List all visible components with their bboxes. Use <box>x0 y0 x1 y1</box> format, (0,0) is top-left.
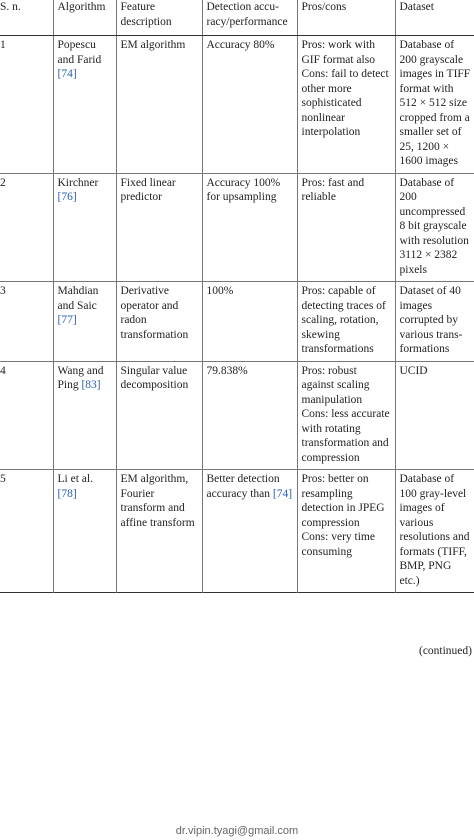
cell-pros-cons <box>297 361 395 470</box>
cell-algorithm <box>53 36 116 174</box>
cell-pros-cons <box>297 173 395 282</box>
row-number: 1 <box>0 39 6 51</box>
feature-text: Singular value decomposition <box>120 364 189 391</box>
dataset-text: Database of 200 uncompressed 8 bit grayscale with resolution 3112 × 2382 pixels <box>399 176 469 276</box>
cell-pros-cons <box>297 282 395 362</box>
footer-email: dr.vipin.tyagi@gmail.com <box>175 825 299 837</box>
cell-sn <box>0 470 53 593</box>
algorithm-name: Popescu and Farid <box>57 39 102 66</box>
algorithm-name: Wang and Ping <box>57 364 104 391</box>
pros-text: Pros: fast and reliable <box>301 176 365 203</box>
table-row <box>0 361 474 470</box>
cell-detection-accuracy <box>202 173 297 282</box>
accuracy-text: Better detection accuracy than <box>206 473 280 500</box>
header-algorithm: Algorithm <box>53 0 116 36</box>
feature-text: EM algorithm <box>120 39 186 51</box>
cell-algorithm <box>53 173 116 282</box>
row-number: 5 <box>0 473 6 485</box>
feature-text: Derivative operator and radon transformation <box>120 285 189 341</box>
reference-link: [83] <box>81 379 101 391</box>
cell-dataset <box>395 36 474 174</box>
reference-link: [74] <box>272 487 293 500</box>
cell-sn <box>0 361 53 470</box>
cell-detection-accuracy <box>202 282 297 362</box>
header-row <box>0 0 474 36</box>
table-header <box>0 0 474 36</box>
algorithm-name: Li et al. <box>57 473 93 485</box>
cell-dataset <box>395 470 474 593</box>
header-feature-description: Feature description <box>116 0 202 36</box>
cell-sn <box>0 282 53 362</box>
table-row <box>0 282 474 362</box>
cons-text: Cons: fail to detect other more sophisticated nonlinear interpolation <box>301 68 389 138</box>
accuracy-text: 100% <box>206 285 234 297</box>
table-row <box>0 36 474 174</box>
cell-sn <box>0 36 53 174</box>
reference-link: [76] <box>57 191 77 203</box>
cell-sn <box>0 173 53 282</box>
header-dataset: Dataset <box>395 0 474 36</box>
header-pros-cons: Pros/cons <box>297 0 395 36</box>
table-row <box>0 173 474 282</box>
cell-feature-description <box>116 173 202 282</box>
cell-feature-description <box>116 361 202 470</box>
table-row <box>0 470 474 593</box>
cell-algorithm <box>53 470 116 593</box>
cell-detection-accuracy <box>202 470 297 593</box>
cons-text: Cons: very time consuming <box>301 531 375 558</box>
cell-algorithm <box>53 361 116 470</box>
cell-detection-accuracy <box>202 36 297 174</box>
cell-pros-cons <box>297 36 395 174</box>
dataset-text: Dataset of 40 images corrupted by various trans-formations <box>399 285 463 355</box>
cell-dataset <box>395 361 474 470</box>
feature-text: Fixed linear predictor <box>120 176 176 203</box>
cell-detection-accuracy <box>202 361 297 470</box>
algorithm-name: Kirchner <box>57 176 99 189</box>
header-detection-accuracy: Detection accu-racy/performance <box>202 0 297 36</box>
pros-text: Pros: better on resampling detection in JPEG compression <box>301 473 385 529</box>
row-number: 2 <box>0 176 6 189</box>
cell-dataset <box>395 173 474 282</box>
accuracy-text: Accuracy 80% <box>206 39 275 51</box>
dataset-text: Database of 200 grayscale images in TIFF format with 512 × 512 size cropped from a smaller set of 25, 1200 × 1600 images <box>399 39 471 167</box>
reference-link: [78] <box>57 487 77 500</box>
cell-algorithm <box>53 282 116 362</box>
accuracy-text: Accuracy 100% for upsampling <box>206 176 281 203</box>
dataset-text: UCID <box>399 364 428 377</box>
pros-text: Pros: robust against scaling manipulation <box>301 364 370 406</box>
cell-feature-description <box>116 36 202 174</box>
row-number: 3 <box>0 285 6 297</box>
cell-dataset <box>395 282 474 362</box>
dataset-text: Database of 100 gray-level images of various resolutions and formats (TIFF, BMP, PNG etc.) <box>399 473 470 587</box>
algorithm-name: Mahdian and Saic <box>57 285 99 312</box>
cell-pros-cons <box>297 470 395 593</box>
accuracy-text: 79.838% <box>206 364 248 377</box>
pros-text: Pros: work with GIF format also <box>301 39 375 66</box>
cell-feature-description <box>116 470 202 593</box>
row-number: 4 <box>0 364 6 377</box>
continued-label: (continued) <box>418 645 472 657</box>
pros-text: Pros: capable of detecting traces of scaling, rotation, skewing transformations <box>301 285 386 355</box>
table-body <box>0 36 474 593</box>
header-sn: S. n. <box>0 0 53 36</box>
cell-feature-description <box>116 282 202 362</box>
reference-link: [74] <box>57 68 77 80</box>
reference-link: [77] <box>57 314 77 326</box>
cons-text: Cons: less accurate with rotating transformation and compression <box>301 408 390 464</box>
feature-text: EM algorithm, Fourier transform and affine transform <box>120 473 195 529</box>
